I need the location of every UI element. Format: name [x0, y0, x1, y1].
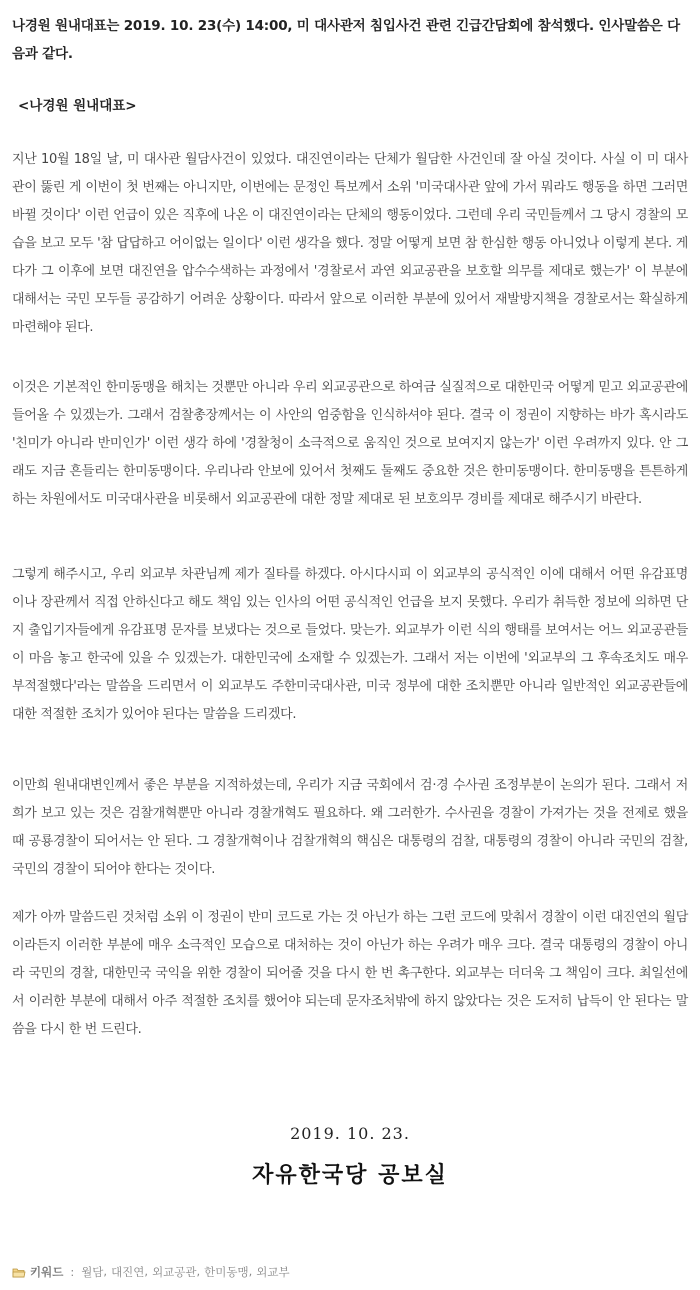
paragraph-1: 지난 10월 18일 날, 미 대사관 월담사건이 있었다. 대진연이라는 단체가 월담한 사건인데 잘 아실 것이다. 사실 이 미 대사관이 뚫린 게 이번이 첫 번째는 아니지만, 이번에는 문정인 특보께서 소위 '미국대사관 앞에 가서 뭐라도 행동을 하면 그러면 바뀔 것이다' 이런 언급이 있은 직후에 나온 이 대진연이라는 단체의 행동이었다. 그런데 우리 국민들께서 그 당시 경찰의 모습을 보고 모두 '참 답답하고 어이없는 일이다' 이런 생각을 했다. 정말 어떻게 보면 참 한심한 행동 아니었나 이렇게 본다. 게다가 그 이후에 보면 대진연을 압수수색하는 과정에서 '경찰로서 과연 외교공관을 보호할 의무를 제대로 했는가' 이 부분에 대해서는 국민 모두들 공감하기 어려운 상황이다. 따라서 앞으로 이러한 부분에 있어서 재발방지책을 경찰로서는 확실하게 마련해야 된다.: [12, 152, 688, 335]
keywords-separator: :: [70, 1265, 75, 1279]
intro-text: 나경원 원내대표는 2019. 10. 23(수) 14:00, 미 대사관저 침입사건 관련 긴급간담회에 참석했다. 인사말씀은 다음과 같다.: [12, 18, 680, 62]
paragraph-2: 이것은 기본적인 한미동맹을 해치는 것뿐만 아니라 우리 외교공관으로 하여금 실질적으로 대한민국 어떻게 믿고 외교공관에 들어올 수 있겠는가. 그래서 검찰총장께서는 이 사안의 엄중함을 인식하셔야 된다. 결국 이 정권이 지향하는 바가 혹시라도 '친미가 아니라 반미인가' 이런 생각 하에 '경찰청이 소극적으로 움직인 것으로 보여지지 않는가' 이런 우려까지 있다. 안 그래도 지금 흔들리는 한미동맹이다. 우리나라 안보에 있어서 첫째도 둘째도 중요한 것은 한미동맹이다. 한미동맹을 튼튼하게 하는 차원에서도 미국대사관을 비롯해서 외교공관에 대한 정말 제대로 된 보호의무 경비를 제대로 해주시기 바란다.: [12, 380, 688, 507]
paragraph-3: 그렇게 해주시고, 우리 외교부 차관님께 제가 질타를 하겠다. 아시다시피 이 외교부의 공식적인 이에 대해서 어떤 유감표명이나 장관께서 직접 안하신다고 해도 책임 있는 인사의 어떤 공식적인 언급을 보지 못했다. 우리가 취득한 정보에 의하면 단지 출입기자들에게 유감표명 문자를 보냈다는 것으로 들었다. 맞는가. 외교부가 이런 식의 행태를 보여서는 어느 외교공관들이 마음 놓고 한국에 있을 수 있겠는가. 대한민국에 소재할 수 있겠는가. 그래서 저는 이번에 '외교부의 그 후속조치도 매우 부적절했다'라는 말씀을 드리면서 이 외교부도 주한미국대사관, 미국 정부에 대한 조치뿐만 아니라 일반적인 외교공관들에 대한 적절한 조치가 있어야 된다는 말씀을 드리겠다.: [12, 567, 688, 722]
signature-date: 2019. 10. 23.: [290, 1124, 410, 1143]
paragraph-5: 제가 아까 말씀드린 것처럼 소위 이 정권이 반미 코드로 가는 것 아닌가 하는 그런 코드에 맞춰서 경찰이 이런 대진연의 월담이라든지 이러한 부분에 매우 소극적인 모습으로 대처하는 것이 아닌가 하는 우려가 매우 크다. 결국 대통령의 경찰이 아니라 국민의 경찰, 대한민국 국익을 위한 경찰이 되어줄 것을 다시 한 번 촉구한다. 외교부는 더더욱 그 책임이 크다. 최일선에서 이러한 부분에 대해서 아주 적절한 조치를 했어야 되는데 문자조처밖에 하지 않았다는 것은 도저히 납득이 안 된다는 말씀을 다시 한 번 드린다.: [12, 910, 688, 1037]
speaker-heading: <나경원 원내대표>: [18, 98, 137, 114]
keyword-link[interactable]: 월담: [81, 1265, 104, 1279]
signature-organization: 자유한국당 공보실: [252, 1163, 448, 1188]
keyword-link[interactable]: 외교부: [256, 1265, 290, 1279]
keyword-link[interactable]: 외교공관: [152, 1265, 197, 1279]
keyword-link[interactable]: 한미동맹: [204, 1265, 249, 1279]
keywords-label: 키워드: [30, 1265, 64, 1279]
keywords-list: 월담 , 대진연 , 외교공관 , 한미동맹 , 외교부: [81, 1264, 290, 1279]
paragraph-4: 이만희 원내대변인께서 좋은 부분을 지적하셨는데, 우리가 지금 국회에서 검·경 수사권 조정부분이 논의가 된다. 그래서 저희가 보고 있는 것은 검찰개혁뿐만 아니라 경찰개혁도 필요하다. 왜 그러한가. 수사권을 경찰이 가져가는 것을 전제로 했을 때 공룡경찰이 되어서는 안 된다. 그 경찰개혁이나 검찰개혁의 핵심은 대통령의 검찰, 대통령의 경찰이 아니라 국민의 검찰, 국민의 경찰이 되어야 한다는 것이다.: [12, 778, 688, 877]
folder-icon: [12, 1267, 26, 1278]
keyword-link[interactable]: 대진연: [111, 1265, 145, 1279]
keywords-bar: [12, 1264, 290, 1280]
